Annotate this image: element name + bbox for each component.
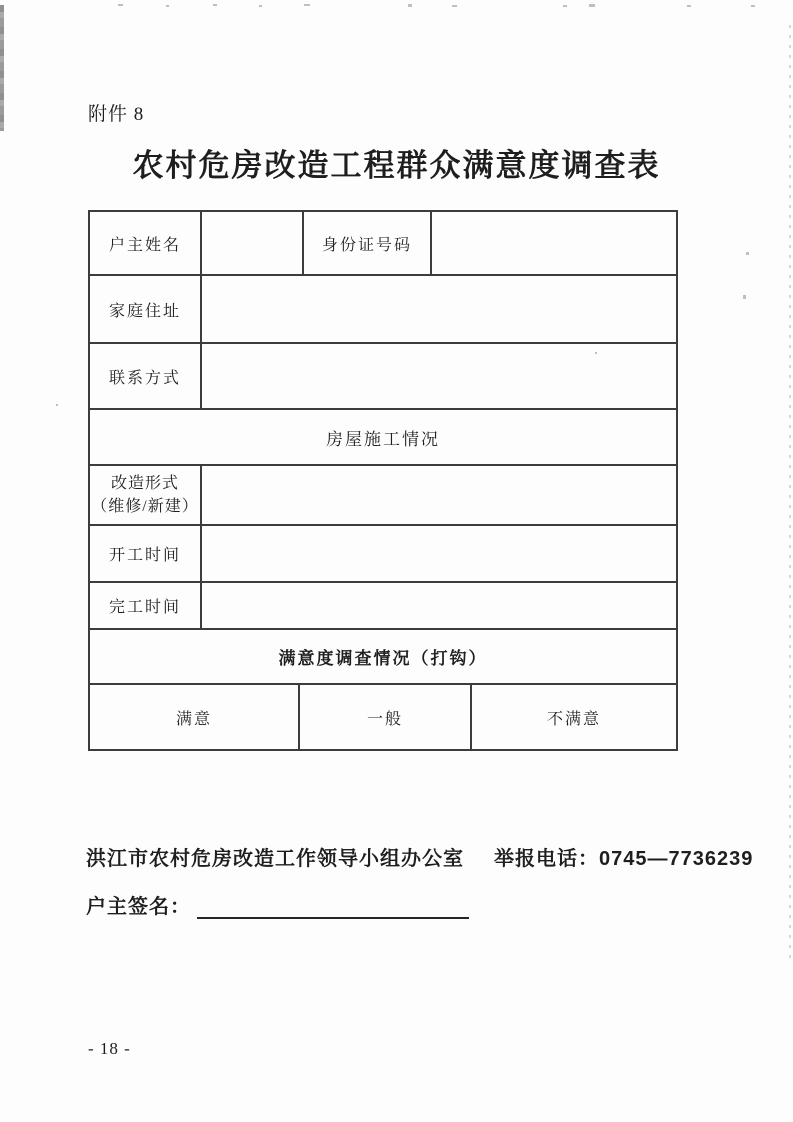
renovation-type-label bbox=[90, 466, 202, 524]
renovation-type-label-line1: 改造形式 bbox=[110, 474, 179, 492]
report-phone-number: 0745—7736239 bbox=[599, 848, 754, 870]
table-row bbox=[90, 410, 676, 466]
scan-speck bbox=[56, 404, 58, 406]
table-row bbox=[90, 630, 676, 685]
contact-label: 联系方式 bbox=[90, 344, 202, 408]
construction-section-title: 房屋施工情况 bbox=[326, 429, 440, 449]
renovation-type-blank-cell bbox=[202, 466, 676, 524]
scan-speck bbox=[687, 5, 691, 7]
table-row bbox=[90, 526, 676, 583]
scan-speck bbox=[213, 4, 217, 6]
table-row bbox=[90, 466, 676, 526]
scan-speck bbox=[751, 5, 755, 7]
table-row bbox=[90, 583, 676, 630]
satisfaction-section-title: 满意度调查情况（打钩） bbox=[278, 649, 488, 668]
page-number: - 18 - bbox=[88, 1039, 131, 1058]
renovation-type-label-line2: （维修/新建） bbox=[91, 498, 199, 515]
survey-table bbox=[88, 210, 678, 751]
contact-blank-cell bbox=[202, 344, 676, 408]
scan-speck bbox=[166, 5, 169, 7]
option-average: 一般 bbox=[300, 685, 472, 749]
scan-edge-strip bbox=[0, 5, 4, 131]
owner-signature-line bbox=[86, 890, 469, 919]
scan-speck bbox=[589, 4, 595, 7]
attachment-label: 附件 8 bbox=[88, 104, 145, 125]
start-date-label: 开工时间 bbox=[90, 526, 202, 581]
table-row bbox=[90, 276, 676, 344]
scan-speck bbox=[118, 4, 123, 6]
report-phone-label: 举报电话： bbox=[494, 848, 599, 870]
scan-speck bbox=[259, 5, 262, 7]
scan-speck bbox=[452, 5, 457, 7]
scan-speck bbox=[563, 5, 567, 7]
scan-speck bbox=[743, 295, 746, 299]
id-number-blank-cell bbox=[432, 212, 676, 274]
signature-label: 户主签名： bbox=[86, 896, 191, 918]
scan-speck bbox=[304, 4, 310, 6]
scan-speck bbox=[746, 252, 749, 255]
table-row bbox=[90, 212, 676, 276]
scan-speck bbox=[408, 4, 412, 7]
office-name: 洪江市农村危房改造工作领导小组办公室 bbox=[86, 848, 464, 870]
owner-name-label: 户主姓名 bbox=[90, 212, 202, 274]
option-unsatisfied: 不满意 bbox=[546, 710, 601, 728]
table-row bbox=[90, 344, 676, 410]
signature-rule bbox=[197, 893, 469, 919]
office-and-hotline-line bbox=[86, 842, 754, 871]
start-date-blank-cell bbox=[202, 526, 676, 581]
owner-name-blank-cell bbox=[202, 212, 304, 274]
id-number-label: 身份证号码 bbox=[304, 212, 432, 274]
completion-date-label: 完工时间 bbox=[90, 583, 202, 628]
table-row bbox=[90, 685, 676, 749]
option-satisfied: 满意 bbox=[90, 685, 300, 749]
home-address-label: 家庭住址 bbox=[90, 276, 202, 342]
completion-date-blank-cell bbox=[202, 583, 676, 628]
form-title: 农村危房改造工程群众满意度调查表 bbox=[132, 148, 661, 183]
home-address-blank-cell bbox=[202, 276, 676, 342]
